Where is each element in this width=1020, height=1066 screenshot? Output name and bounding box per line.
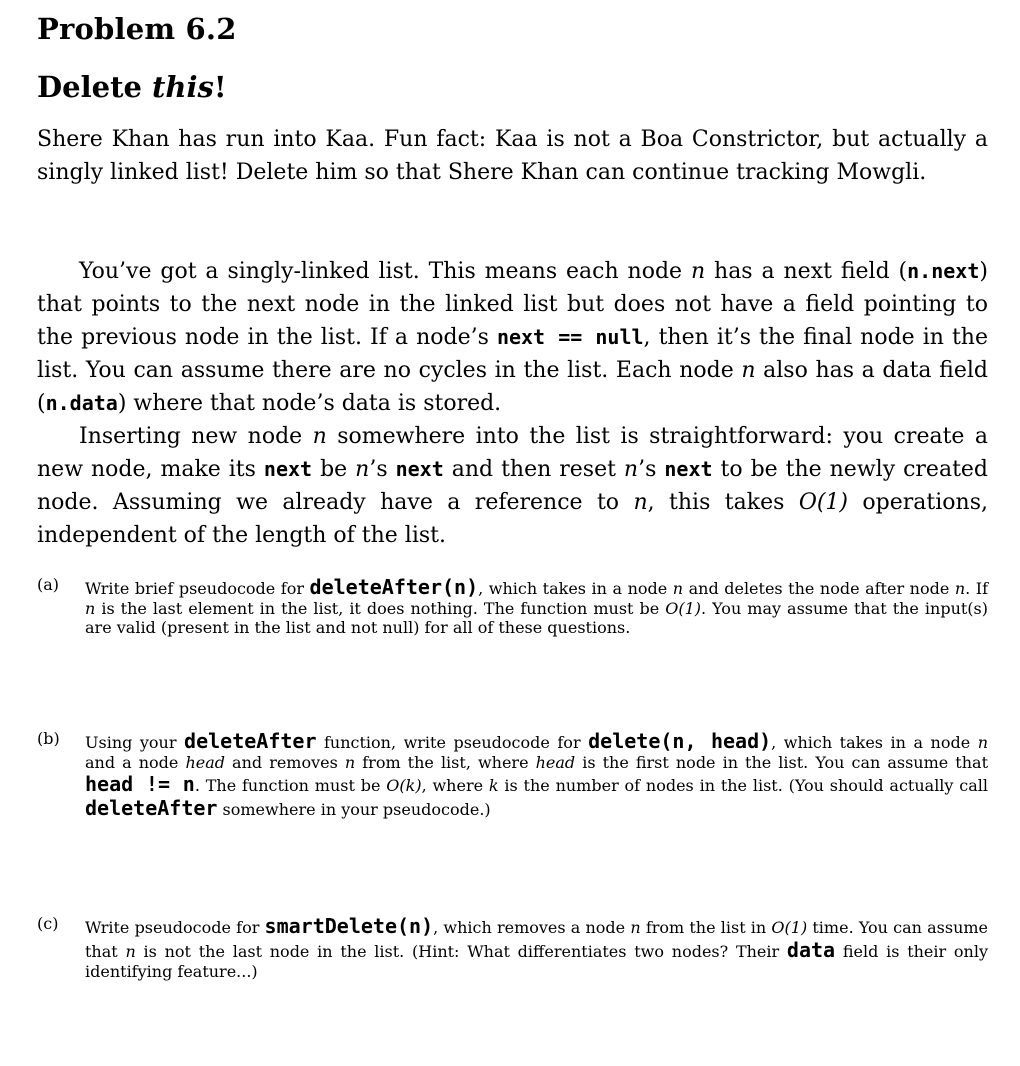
question-c-text: Write pseudocode for smartDelete(n), which removes a node n from the list in O(1) time. You can assume that n is not the last node in the list. (Hint: What differentiates two nodes? Their data field is their only identifying feature...)	[85, 914, 989, 981]
question-b-label: (b)	[37, 729, 60, 748]
problem-subtitle	[37, 70, 227, 104]
question-c	[37, 914, 988, 981]
question-a	[37, 575, 988, 637]
subtitle-italic: this	[152, 70, 214, 104]
big-o-1: O(1)	[798, 490, 849, 515]
question-a-label: (a)	[37, 575, 60, 594]
question-b-text: Using your deleteAfter function, write pseudocode for delete(n, head), which takes in a node n and a node head and removes n from the list, where head is the first node in the list. You can assume that head != n. The function must be O(k), where k is the number of nodes in the list. (You should actually call deleteAfter somewhere in your pseudocode.)	[85, 729, 989, 820]
subtitle-suffix: !	[213, 70, 227, 104]
body-paragraph-2: Inserting new node n somewhere into the list is straightforward: you create a new node, make its next be n’s next and then reset n’s next to be the newly created node. Assuming we already have a reference to n, this takes O(1) operations, independent of the length of the list.	[37, 424, 989, 548]
question-a-text: Write brief pseudocode for deleteAfter(n), which takes in a node n and deletes the node after node n. If n is the last element in the list, it does nothing. The function must be O(1). You may assume that the input(s) are valid (present in the list and not null) for all of these questions.	[85, 575, 989, 637]
intro-paragraph: Shere Khan has run into Kaa. Fun fact: Kaa is not a Boa Constrictor, but actually a singly linked list! Delete him so that Shere Khan can continue tracking Mowgli.	[37, 127, 988, 185]
problem-title: Problem 6.2	[37, 12, 237, 46]
question-c-label: (c)	[37, 914, 59, 933]
code-n-data: n.data	[45, 391, 118, 415]
body-paragraph-1: You’ve got a singly-linked list. This means each node n has a next field (n.next) that points to the next node in the linked list but does not have a field pointing to the previous node in the list. If a node’s next == null, then it’s the final node in the list. You can assume there are no cycles in the list. Each node n also has a data field (n.data) where that node’s data is stored.	[37, 259, 988, 416]
code-next-eq-null: next == null	[496, 325, 644, 349]
question-b	[37, 729, 988, 820]
subtitle-prefix: Delete	[37, 70, 153, 104]
code-deleteafter-n: deleteAfter(n)	[309, 575, 479, 599]
code-head-neq-n: head != n	[85, 772, 195, 796]
code-delete-n-head: delete(n, head)	[588, 729, 772, 753]
code-data: data	[786, 938, 836, 962]
code-smartdelete-n: smartDelete(n)	[264, 914, 434, 938]
code-n-next: n.next	[907, 259, 980, 283]
